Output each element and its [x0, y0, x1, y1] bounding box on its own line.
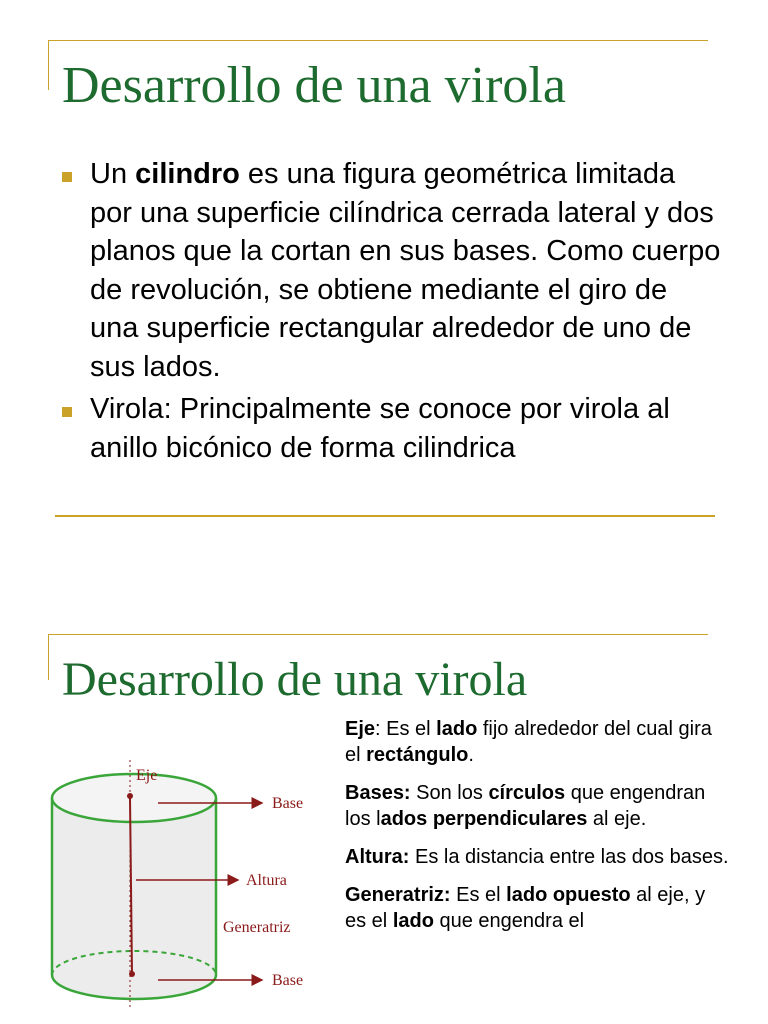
bullet-item-cilindro [62, 155, 722, 386]
def-text: Es el [450, 884, 507, 906]
def-text: : Es el [375, 718, 437, 740]
title-side-rule [48, 40, 49, 90]
def-bold: círculos [488, 782, 566, 804]
page-title: Desarrollo de una virola [62, 653, 528, 706]
def-bold: lado opuesto [506, 884, 631, 906]
label-base-top: Base [272, 795, 304, 812]
def-term: Generatriz: [345, 884, 451, 906]
square-bullet-icon [62, 172, 72, 182]
title-top-rule [48, 634, 708, 635]
def-text: . [468, 744, 474, 766]
bullet-text-pre: Un [90, 158, 136, 190]
def-text: Son los [410, 782, 489, 804]
label-altura: Altura [246, 872, 287, 889]
def-text: al eje, y es el [345, 884, 706, 932]
def-term: Bases: [345, 782, 411, 804]
title-side-rule [48, 634, 49, 680]
label-base-bottom: Base [272, 972, 304, 989]
def-text: que engendran los l [345, 782, 706, 830]
def-bold: ados perpendiculares [380, 808, 588, 830]
bullet-item-virola [62, 390, 722, 467]
def-term: Altura: [345, 846, 410, 868]
bullet-text: Virola: Principalmente se conoce por virola al anillo bicónico de forma cilindrica [90, 393, 670, 464]
def-bold: lado [436, 718, 478, 740]
axis-top-point [127, 793, 133, 799]
definition-eje [345, 716, 730, 768]
label-generatriz: Generatriz [223, 919, 291, 936]
cylinder-body [52, 798, 216, 999]
def-text: al eje. [587, 808, 647, 830]
bullet-text-post: es una figura geométrica limitada por una superficie cilíndrica cerrada lateral y dos planos que la cortan en sus bases. Como cuerpo de revolución, se obtiene mediante el giro de una superficie rectangular alrededor de uno de sus lados. [90, 158, 721, 383]
def-bold: rectángulo [366, 744, 469, 766]
def-text: que engendra el [433, 910, 585, 932]
label-eje: Eje [136, 767, 158, 784]
title-top-rule [48, 40, 708, 41]
axis-bottom-point [129, 971, 135, 977]
def-text: fijo alrededor del cual gira el [345, 718, 712, 766]
definition-altura [345, 844, 730, 870]
page-title: Desarrollo de una virola [62, 57, 566, 114]
definition-generatriz [345, 882, 730, 934]
definitions [345, 716, 730, 946]
square-bullet-icon [62, 407, 72, 417]
cylinder-diagram [40, 750, 330, 1010]
bullet-list [62, 155, 722, 471]
slide-2 [0, 600, 768, 1024]
def-text: Es la distancia entre las dos bases. [409, 846, 729, 868]
def-term: Eje [345, 718, 376, 740]
bullet-text-bold: cilindro [135, 158, 240, 190]
cylinder-top-base [52, 774, 216, 822]
def-bold: lado [392, 910, 434, 932]
slide-bottom-rule [55, 515, 715, 517]
definition-bases [345, 780, 730, 832]
